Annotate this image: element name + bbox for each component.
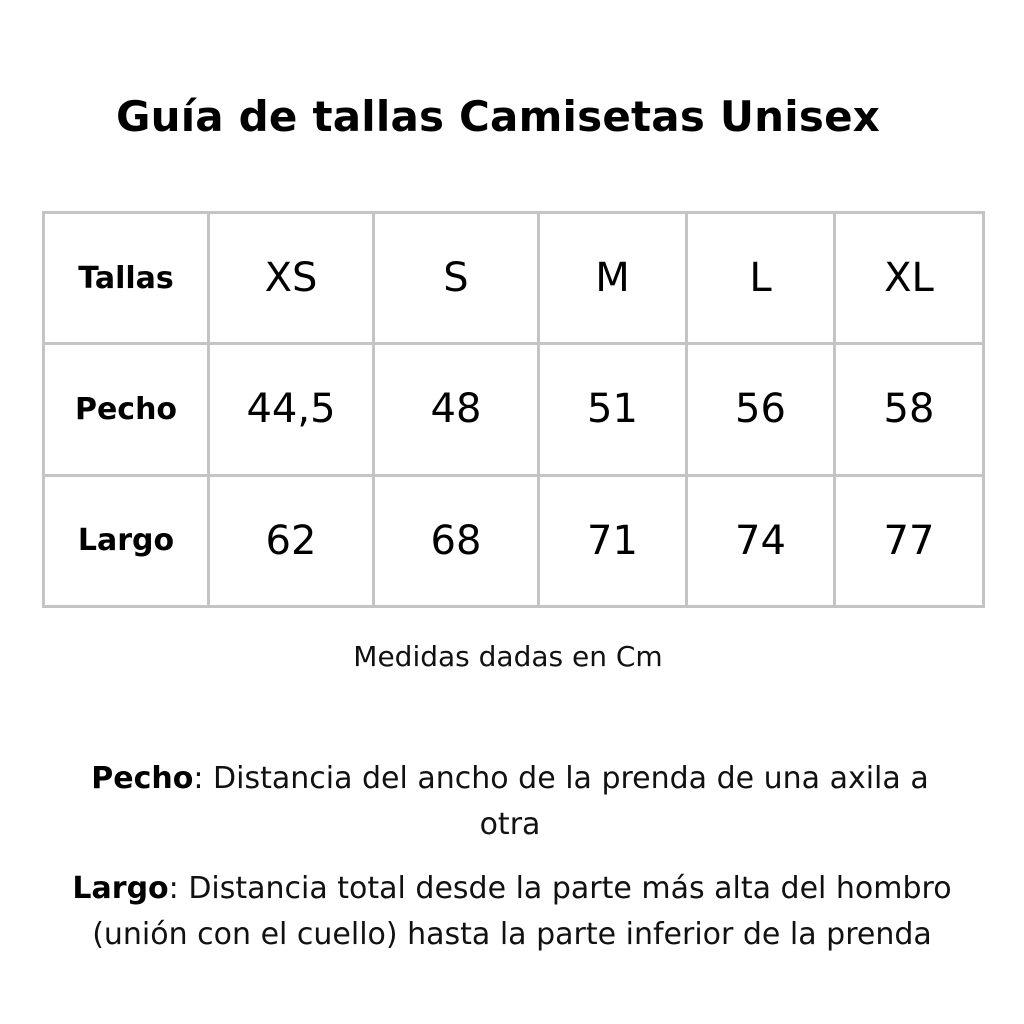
definition-largo-text: : Distancia total desde la parte más alta del hombro (unión con el cuello) hasta la parte inferior de la prenda [92,871,952,952]
definition-largo [62,866,962,958]
pecho-s: 48 [374,344,539,475]
size-table [42,211,985,608]
largo-s: 68 [374,475,539,606]
table-header-row [44,213,984,344]
row-label-largo: Largo [44,475,209,606]
definition-pecho [60,756,960,848]
definition-largo-term: Largo [72,871,169,906]
table-row-pecho [44,344,984,475]
header-label-tallas: Tallas [44,213,209,344]
pecho-xl: 58 [835,344,984,475]
largo-xs: 62 [209,475,374,606]
largo-m: 71 [539,475,687,606]
size-xl: XL [835,213,984,344]
definition-pecho-text: : Distancia del ancho de la prenda de una axila a otra [193,761,929,842]
definition-pecho-term: Pecho [91,761,194,796]
largo-xl: 77 [835,475,984,606]
size-xs: XS [209,213,374,344]
pecho-l: 56 [687,344,835,475]
table-row-largo [44,475,984,606]
size-s: S [374,213,539,344]
page-title: Guía de tallas Camisetas Unisex [115,92,881,141]
units-note: Medidas dadas en Cm [353,640,663,673]
size-m: M [539,213,687,344]
pecho-m: 51 [539,344,687,475]
largo-l: 74 [687,475,835,606]
size-l: L [687,213,835,344]
row-label-pecho: Pecho [44,344,209,475]
pecho-xs: 44,5 [209,344,374,475]
